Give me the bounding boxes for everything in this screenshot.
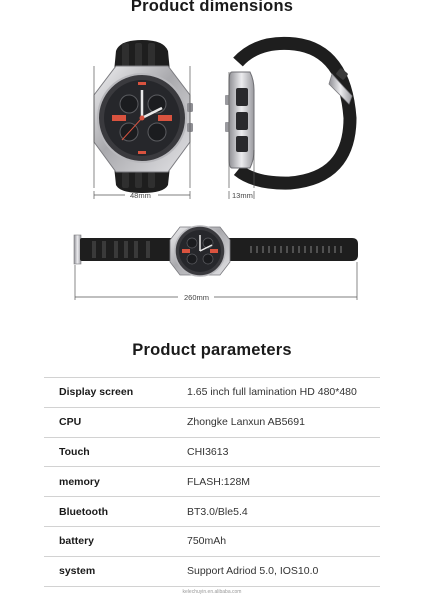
parameters-table	[44, 377, 380, 587]
width-dimension-label: 48mm	[130, 191, 151, 200]
table-row	[44, 526, 380, 556]
param-label: memory	[44, 467, 187, 497]
param-label: battery	[44, 526, 187, 556]
param-label: CPU	[44, 407, 187, 437]
watch-flat-view	[74, 226, 358, 276]
param-value: Support Adriod 5.0, IOS10.0	[187, 556, 380, 586]
footer-watermark: kelechuyin.en.alibaba.com	[182, 589, 242, 595]
watch-front-view	[94, 40, 193, 193]
dimensions-heading: Product dimensions	[130, 0, 294, 15]
param-label: Display screen	[44, 378, 187, 408]
param-label: Touch	[44, 437, 187, 467]
param-value: FLASH:128M	[187, 467, 380, 497]
param-value: CHI3613	[187, 437, 380, 467]
table-row	[44, 407, 380, 437]
param-value: 1.65 inch full lamination HD 480*480	[187, 378, 380, 408]
param-value: BT3.0/Ble5.4	[187, 497, 380, 527]
watch-side-view	[225, 43, 352, 183]
param-label: Bluetooth	[44, 497, 187, 527]
table-row	[44, 556, 380, 586]
table-row	[44, 437, 380, 467]
parameters-heading: Product parameters	[132, 341, 292, 359]
param-value: 750mAh	[187, 526, 380, 556]
thickness-dimension-label: 13mm	[232, 191, 253, 200]
strap-right	[222, 238, 358, 261]
table-row	[44, 467, 380, 497]
param-label: system	[44, 556, 187, 586]
strap-loop	[238, 43, 350, 183]
length-dimension-label: 260mm	[184, 293, 210, 302]
table-row	[44, 378, 380, 408]
table-row	[44, 497, 380, 527]
param-value: Zhongke Lanxun AB5691	[187, 407, 380, 437]
